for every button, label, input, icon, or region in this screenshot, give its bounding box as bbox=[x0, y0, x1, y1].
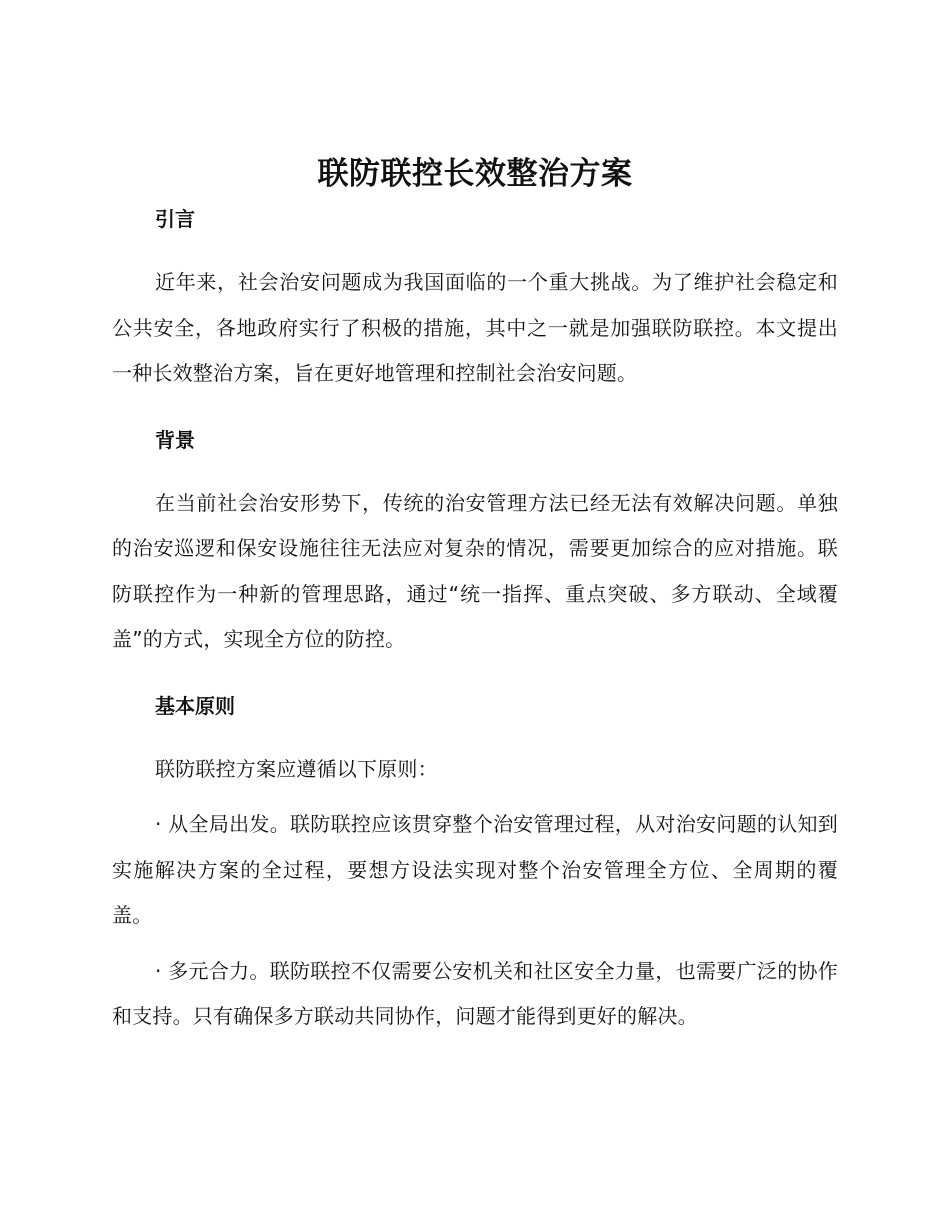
principles-intro-paragraph: 联防联控方案应遵循以下原则： bbox=[155, 756, 438, 781]
principle-item-1: · 从全局出发。联防联控应该贯穿整个治安管理过程，从对治安问题的认知到实施解决方案的全过程，要想方设法实现对整个治安管理全方位、全周期的覆盖。 bbox=[112, 812, 838, 927]
section-heading-principles: 基本原则 bbox=[155, 693, 235, 718]
intro-paragraph: 近年来，社会治安问题成为我国面临的一个重大挑战。为了维护社会稳定和公共安全，各地政府实行了积极的措施，其中之一就是加强联防联控。本文提出一种长效整治方案，旨在更好地管理和控制社会治安问题。 bbox=[112, 270, 838, 385]
section-heading-intro: 引言 bbox=[155, 207, 195, 231]
background-paragraph: 在当前社会治安形势下，传统的治安管理方法已经无法有效解决问题。单独的治安巡逻和保安设施往往无法应对复杂的情况，需要更加综合的应对措施。联防联控作为一种新的管理思路，通过“统一指挥、重点突破、多方联动、全域覆盖”的方式，实现全方位的防控。 bbox=[112, 490, 838, 651]
principle-item-2: · 多元合力。联防联控不仅需要公安机关和社区安全力量，也需要广泛的协作和支持。只有确保多方联动共同协作，问题才能得到更好的解决。 bbox=[112, 958, 838, 1028]
document-title: 联防联控长效整治方案 bbox=[317, 156, 633, 192]
section-heading-background: 背景 bbox=[155, 427, 195, 452]
